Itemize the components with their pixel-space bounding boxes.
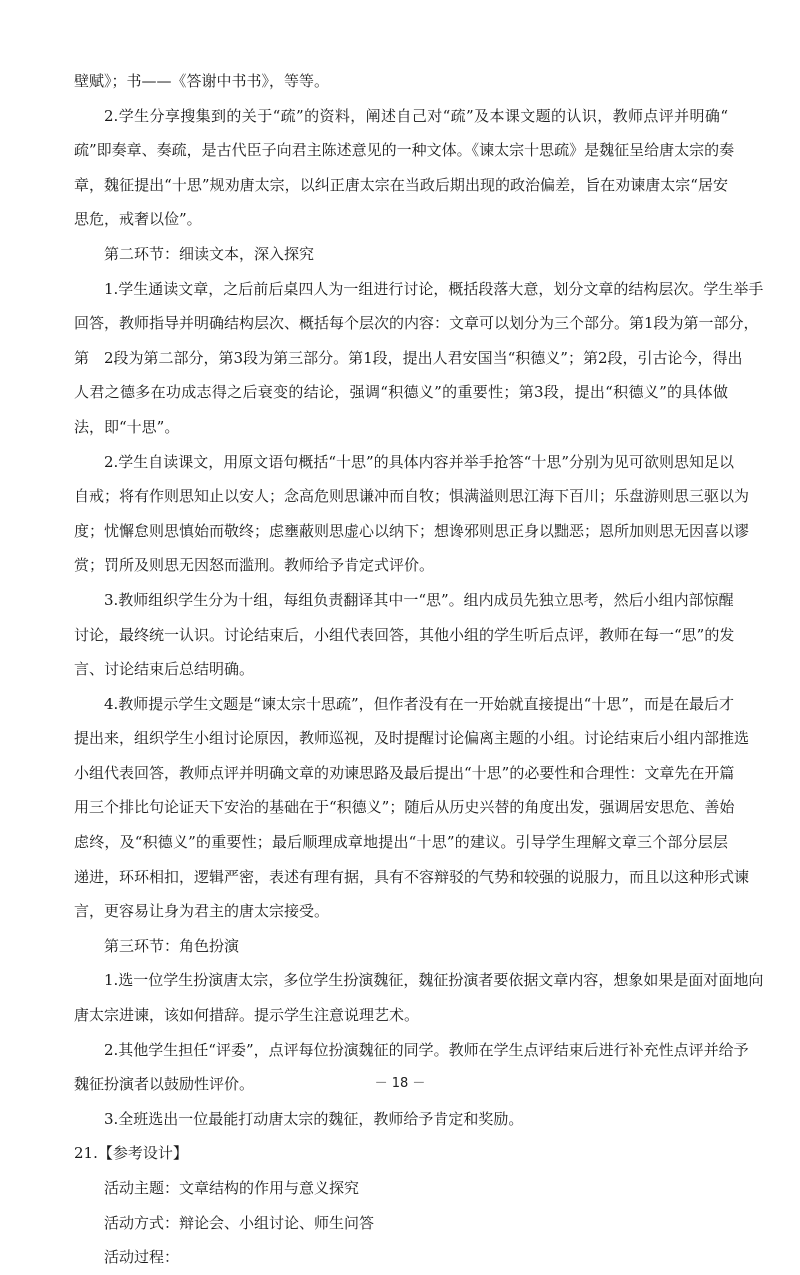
text-line: 第三环节：角色扮演: [104, 936, 240, 955]
text-line: 言、讨论结束后总结明确。: [74, 660, 255, 679]
text-line: 1.学生通读文章，之后前后桌四人为一组进行讨论，概括段落大意，划分文章的结构层次。学生举手: [104, 279, 764, 298]
text-line: 第二环节：细读文本，深入探究: [104, 244, 315, 263]
text-line: 活动过程：: [104, 1248, 180, 1267]
text-line: 递进，环环相扣，逻辑严密，表述有理有据，具有不容辩驳的气势和较强的说服力，而且以这种形式谏: [74, 867, 750, 886]
text-line: 赏；罚所及则思无因怒而滥刑。教师给予肯定式评价。: [74, 556, 435, 575]
text-line: 活动主题：文章结构的作用与意义探究: [104, 1179, 360, 1197]
text-line: 虑终，及“积德义”的重要性；最后顺理成章地提出“十思”的建议。引导学生理解文章三个部分层层: [74, 833, 728, 852]
page-number: － 18 －: [374, 1076, 426, 1091]
text-line: 用三个排比句论证天下安治的基础在于“积德义”；随后从历史兴替的角度出发，强调居安思危、善始: [74, 798, 735, 817]
document-body: [74, 64, 764, 1275]
text-line: 1.选一位学生扮演唐太宗，多位学生扮演魏征，魏征扮演者要依据文章内容，想象如果是面对面地向: [104, 971, 764, 990]
text-line: 3.全班选出一位最能打动唐太宗的魏征，教师给予肯定和奖励。: [104, 1109, 524, 1128]
text-line: 章，魏征提出“十思”规劝唐太宗，以纠正唐太宗在当政后期出现的政治偏差，旨在劝谏唐太宗“居安: [74, 175, 728, 194]
text-line: 4.教师提示学生文题是“谏太宗十思疏”，但作者没有在一开始就直接提出“十思”，而是在最后才: [104, 694, 734, 713]
text-line: 讨论，最终统一认识。讨论结束后，小组代表回答，其他小组的学生听后点评，教师在每一“思”的发: [74, 625, 735, 644]
text-line: 回答，教师指导并明确结构层次、概括每个层次的内容：文章可以划分为三个部分。第1段为第一部分，: [74, 314, 759, 333]
text-line: 魏征扮演者以鼓励性评价。: [74, 1075, 255, 1094]
text-line: 第 2段为第二部分，第3段为第三部分。第1段，提出人君安国当“积德义”；第2段，引古论今，得出: [74, 348, 743, 367]
text-line: 自戒；将有作则思知止以安人；念高危则思谦冲而自牧；惧满溢则思江海下百川；乐盘游则思三驱以为: [74, 487, 750, 506]
text-line: 21.【参考设计】: [74, 1144, 188, 1163]
text-line: 提出来，组织学生小组讨论原因，教师巡视，及时提醒讨论偏离主题的小组。讨论结束后小组内部推选: [74, 729, 750, 748]
text-line: 3.教师组织学生分为十组，每组负责翻译其中一“思”。组内成员先独立思考，然后小组内部惊醒: [104, 590, 734, 609]
text-line: 2.其他学生担任“评委”，点评每位扮演魏征的同学。教师在学生点评结束后进行补充性点评并给予: [104, 1040, 749, 1059]
text-line: 小组代表回答，教师点评并明确文章的劝谏思路及最后提出“十思”的必要性和合理性：文章先在开篇: [74, 763, 735, 782]
text-line: 唐太宗进谏，该如何措辞。提示学生注意说理艺术。: [74, 1006, 420, 1025]
text-line: 法，即“十思”。: [74, 417, 180, 436]
text-line: 人君之德多在功成志得之后衰变的结论，强调“积德义”的重要性；第3段，提出“积德义”的具体做: [74, 383, 728, 402]
text-line: 疏”即奏章、奏疏，是古代臣子向君主陈述意见的一种文体。《谏太宗十思疏》是魏征呈给唐太宗的奏: [74, 141, 735, 160]
text-line: 言，更容易让身为君主的唐太宗接受。: [74, 902, 330, 921]
text-line: 2.学生自读课文，用原文语句概括“十思”的具体内容并举手抢答“十思”分别为见可欲则思知足以: [104, 452, 734, 471]
text-line: 2.学生分享搜集到的关于“疏”的资料，阐述自己对“疏”及本课文题的认识，教师点评并明确“: [104, 106, 728, 125]
text-line: 壁赋》；书——《答谢中书书》，等等。: [74, 72, 330, 90]
text-line: 度；忧懈怠则思慎始而敬终；虑壅蔽则思虚心以纳下；想谗邪则思正身以黜恶；恩所加则思无因喜以谬: [74, 521, 750, 540]
text-line: 活动方式：辩论会、小组讨论、师生问答: [104, 1213, 375, 1232]
text-line: 思危，戒奢以俭”。: [74, 210, 202, 229]
